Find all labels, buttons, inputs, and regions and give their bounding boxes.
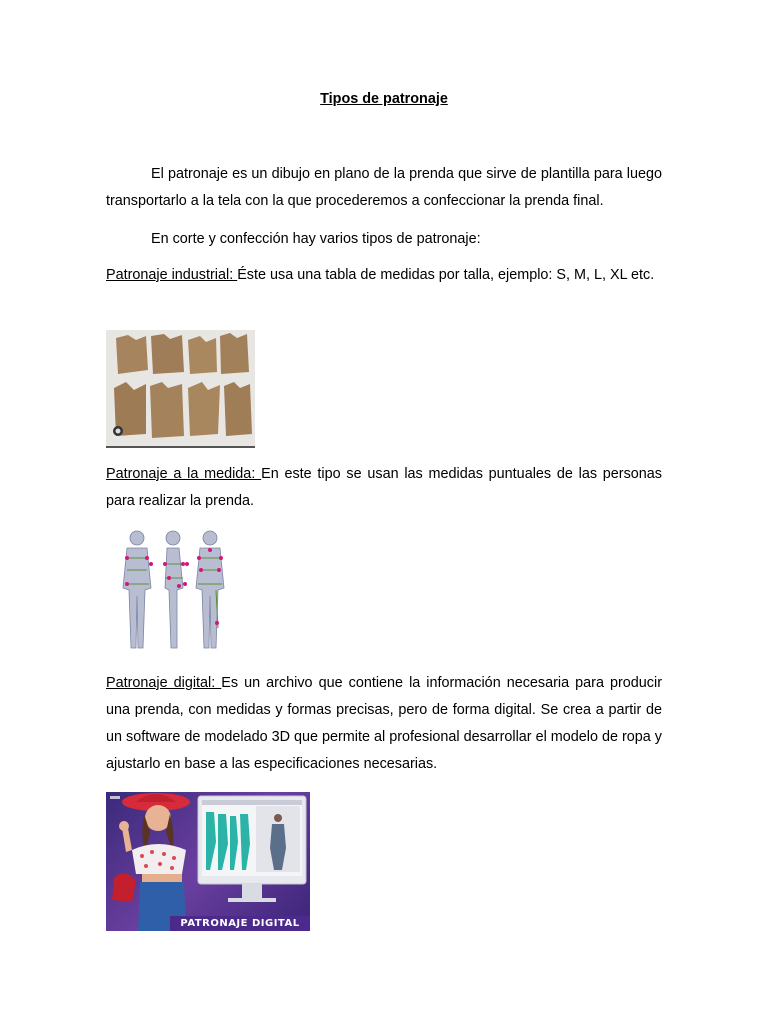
intro-paragraph-1: El patronaje es un dibujo en plano de la prenda que sirve de plantilla para luego transportarlo a la tela con la que procederemos a confeccionar la prenda final. (106, 166, 662, 209)
banner-caption: PATRONAJE DIGITAL (170, 916, 310, 931)
section-heading-a-medida: Patronaje a la medida: (106, 466, 262, 482)
section-digital (106, 670, 662, 778)
pattern-pieces-photo (106, 330, 255, 448)
intro-paragraph-2: En corte y confección hay varios tipos de patronaje: (151, 231, 481, 247)
body-measurement-figures (115, 528, 235, 652)
section-a-medida (106, 461, 662, 515)
section-text-a-medida: En este tipo se usan las medidas puntuales de las personas para realizar la prenda. (106, 466, 662, 509)
section-text-industrial: Éste usa una tabla de medidas por talla, ejemplo: S, M, L, XL etc. (237, 267, 655, 283)
section-text-digital: Es un archivo que contiene la información necesaria para producir una prenda, con medidas y formas precisas, pero de forma digital. Se crea a partir de un software de modelado 3D que permite al profesional desarrollar el modelo de ropa y ajustarlo en base a las especificaciones necesarias. (106, 675, 662, 772)
page-title: Tipos de patronaje (320, 91, 448, 107)
section-heading-industrial: Patronaje industrial: (106, 267, 238, 283)
section-heading-digital: Patronaje digital: (106, 675, 222, 691)
section-industrial (106, 262, 662, 289)
digital-pattern-banner (106, 792, 310, 931)
